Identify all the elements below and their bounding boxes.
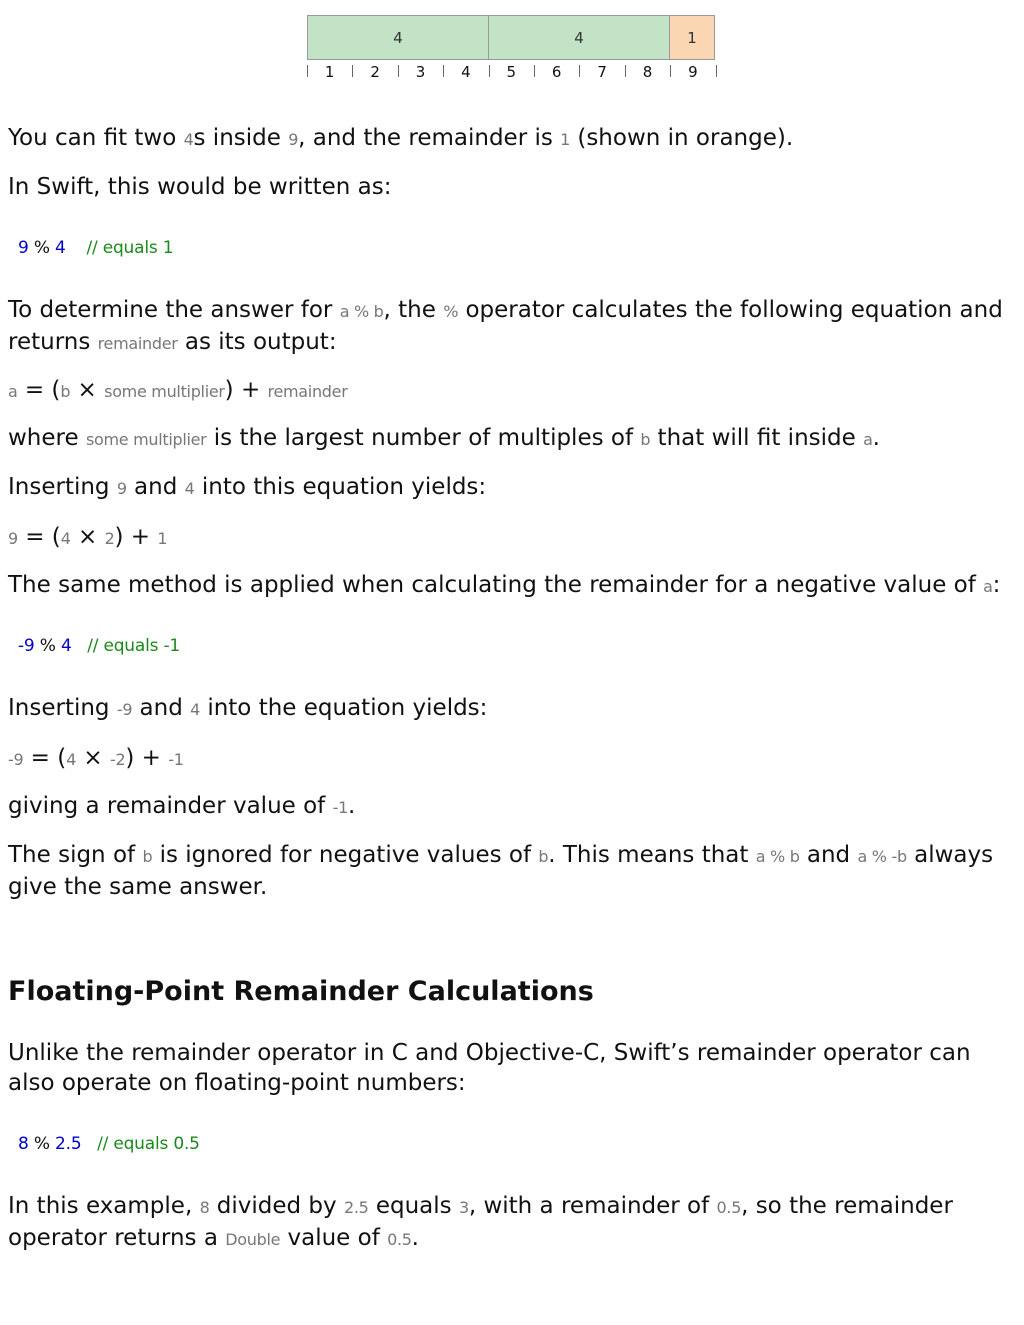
text: The same method is applied when calculating the remainder for a negative value of: [8, 572, 984, 598]
text: and: [799, 842, 858, 868]
tick-label: 7: [597, 63, 607, 81]
paragraph-example: [8, 1191, 1003, 1255]
inline-code: 2.5: [343, 1198, 369, 1217]
paragraph-giving: [8, 791, 1003, 823]
text: (shown in orange).: [570, 125, 794, 151]
inline-code: 2: [104, 529, 115, 548]
inline-code: 0.5: [716, 1198, 742, 1217]
inline-code: -2: [110, 750, 126, 769]
text: divided by: [209, 1193, 344, 1219]
text: ) +: [224, 377, 268, 403]
text: where: [8, 425, 86, 451]
inline-code: 9: [8, 529, 18, 548]
code-number: -9: [18, 636, 35, 656]
inline-code: %: [443, 302, 459, 321]
inline-code: b: [538, 847, 549, 866]
segment-first-four: 4: [307, 15, 489, 60]
tick-mark: [398, 65, 399, 77]
text: The sign of: [8, 842, 143, 868]
text: operator calculates the following equation and returns: [8, 297, 1003, 355]
text: , and the remainder is: [298, 125, 561, 151]
inline-code: a: [863, 430, 873, 449]
text: . This means that: [548, 842, 756, 868]
code-operator: %: [34, 636, 61, 656]
text: ) +: [114, 524, 158, 550]
code-number: 2.5: [55, 1134, 82, 1154]
text: equals: [368, 1193, 459, 1219]
tick-label: 5: [506, 63, 517, 81]
text: Inserting: [8, 474, 117, 500]
text: , with a remainder of: [468, 1193, 717, 1219]
inline-code: Double: [225, 1230, 281, 1249]
inline-code: 8: [199, 1198, 210, 1217]
text: In this example,: [8, 1193, 200, 1219]
text: and: [132, 695, 191, 721]
text: value of: [280, 1225, 388, 1251]
tick-label: 1: [324, 63, 335, 81]
tick-mark: [534, 65, 535, 77]
tick-label: 4: [461, 63, 471, 81]
text: and: [126, 474, 185, 500]
section-heading: Floating-Point Remainder Calculations: [8, 976, 594, 1007]
remainder-diagram: [307, 15, 717, 81]
paragraph-inserting-1: [8, 472, 1003, 504]
tick-mark: [716, 65, 717, 77]
tick-label: 3: [415, 63, 426, 81]
tick-label: 8: [642, 63, 653, 81]
text: = (: [17, 524, 61, 550]
inline-code: 4: [190, 700, 201, 719]
text: ×: [70, 377, 105, 403]
tick-mark: [489, 65, 490, 77]
text: .: [347, 793, 356, 819]
paragraph-inserting-2: [8, 693, 1003, 725]
text: into the equation yields:: [200, 695, 488, 721]
paragraph-in-swift: In Swift, this would be written as:: [8, 174, 392, 200]
tick-mark: [352, 65, 353, 77]
text: s inside: [193, 125, 289, 151]
code-comment: // equals 1: [86, 238, 174, 258]
code-sample-3: [18, 1134, 200, 1154]
inline-code: 1: [157, 529, 168, 548]
inline-code: a % b: [339, 302, 384, 321]
text: = (: [23, 745, 67, 771]
code-number: 8: [18, 1134, 29, 1154]
paragraph-sign-of-b: [8, 840, 1003, 902]
inline-code: b: [60, 382, 71, 401]
equation-negative: [8, 743, 1003, 775]
code-sample-1: [18, 238, 173, 258]
text: ×: [76, 745, 111, 771]
inline-code: -1: [332, 798, 348, 817]
inline-code: 9: [288, 130, 299, 149]
code-operator: %: [28, 238, 55, 258]
paragraph-unlike: Unlike the remainder operator in C and Objective-C, Swift’s remainder operator can also operate on floating-point numbers:: [8, 1040, 971, 1096]
inline-code: a: [8, 382, 18, 401]
inline-code: -9: [116, 700, 133, 719]
inline-code: 4: [66, 750, 77, 769]
code-operator: %: [28, 1134, 55, 1154]
inline-code: 4: [60, 529, 71, 548]
segment-remainder: 1: [669, 15, 715, 60]
text: You can fit two: [8, 125, 184, 151]
inline-code: some multiplier: [104, 382, 225, 401]
paragraph-fit-two: [8, 123, 1003, 155]
inline-code: remainder: [267, 382, 348, 401]
code-number: 4: [60, 636, 72, 656]
paragraph-determine: [8, 295, 1003, 359]
text: To determine the answer for: [8, 297, 340, 323]
text: , the: [383, 297, 444, 323]
inline-code: -9: [8, 750, 24, 769]
inline-code: 9: [116, 479, 127, 498]
tick-label: 2: [370, 63, 380, 81]
text: ×: [70, 524, 105, 550]
text: giving a remainder value of: [8, 793, 333, 819]
code-number: 9: [18, 238, 29, 258]
inline-code: a % -b: [857, 847, 907, 866]
text: .: [411, 1225, 419, 1251]
text: as its output:: [177, 329, 337, 355]
inline-code: remainder: [97, 334, 178, 353]
code-number: 4: [55, 238, 66, 258]
text: into this equation yields:: [194, 474, 487, 500]
paragraph-where: [8, 423, 1003, 455]
tick-label: 6: [551, 63, 562, 81]
tick-mark: [670, 65, 671, 77]
inline-code: b: [142, 847, 153, 866]
code-comment: // equals 0.5: [97, 1134, 200, 1154]
text: , so the remainder operator returns a: [8, 1193, 953, 1251]
tick-mark: [307, 65, 308, 77]
code-sample-2: [18, 636, 180, 656]
text: ) +: [125, 745, 169, 771]
text: is ignored for negative values of: [152, 842, 539, 868]
inline-code: a % b: [755, 847, 800, 866]
text: is the largest number of multiples of: [206, 425, 641, 451]
inline-code: some multiplier: [85, 430, 207, 449]
code-comment: // equals -1: [87, 636, 181, 656]
inline-code: 1: [560, 130, 571, 149]
inline-code: 4: [183, 130, 194, 149]
tick-mark: [625, 65, 626, 77]
text: always give the same answer.: [8, 842, 994, 900]
tick-label: 9: [688, 63, 698, 81]
text: :: [992, 572, 1001, 598]
segment-second-four: 4: [488, 15, 670, 60]
tick-mark: [579, 65, 580, 77]
text: Inserting: [8, 695, 117, 721]
inline-code: 3: [458, 1198, 469, 1217]
text: that will fit inside: [650, 425, 864, 451]
inline-code: -1: [168, 750, 184, 769]
inline-code: 0.5: [387, 1230, 412, 1249]
inline-code: a: [983, 577, 993, 596]
tick-mark: [443, 65, 444, 77]
equation-example: [8, 522, 1003, 554]
text: .: [872, 425, 880, 451]
text: = (: [17, 377, 61, 403]
paragraph-negative: [8, 570, 1003, 602]
inline-code: b: [640, 430, 651, 449]
inline-code: 4: [184, 479, 195, 498]
equation-general: [8, 375, 1003, 407]
